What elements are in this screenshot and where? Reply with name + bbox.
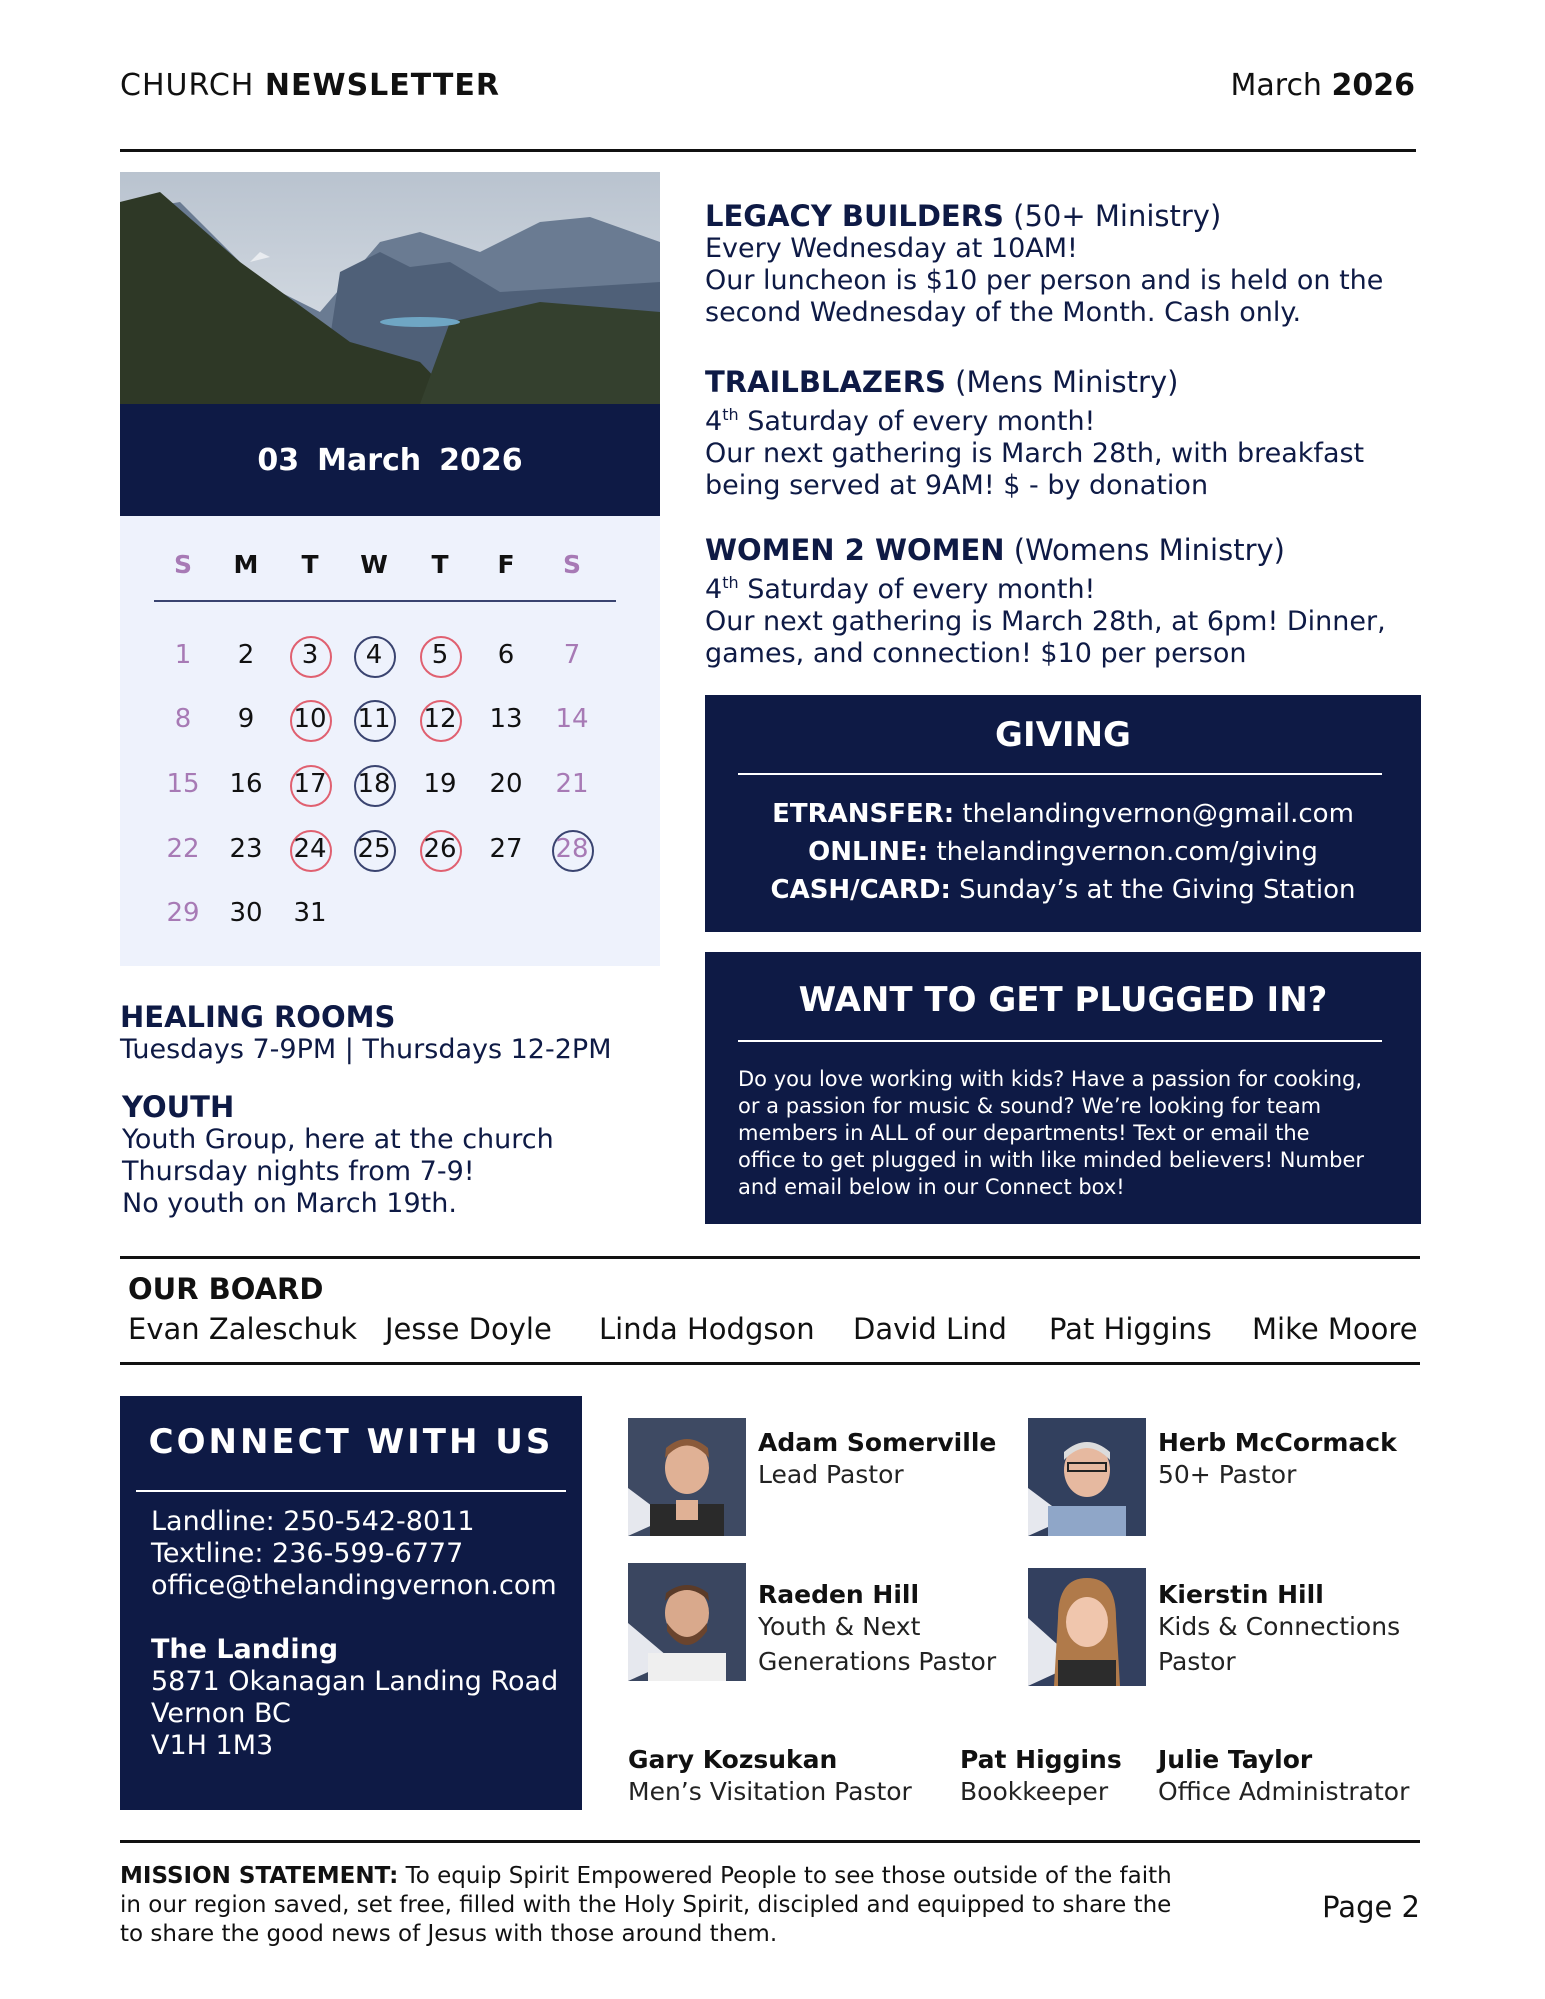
connect-org: The Landing: [151, 1634, 339, 1665]
calendar-weekday: F: [497, 550, 515, 579]
calendar-day: 28: [555, 834, 589, 864]
ministry-line: games, and connection! $10 per person: [705, 638, 1247, 669]
calendar-weekday: M: [233, 550, 259, 579]
ministry-trailblazers: TRAILBLAZERS (Mens Ministry) 4th Saturday of every month! Our next gathering is March 28th, with breakfast being served at 9AM! $ - by donation: [705, 366, 1425, 502]
ministry-line: Our next gathering is March 28th, with breakfast: [705, 438, 1365, 469]
newsletter-date: March 2026: [1230, 68, 1415, 103]
plugged-in-line: Do you love working with kids? Have a passion for cooking,: [738, 1067, 1363, 1091]
giving-cash-card: CASH/CARD: Sunday’s at the Giving Station: [770, 875, 1356, 905]
staff-name: Raeden Hill: [758, 1580, 920, 1609]
staff-card: [1158, 1580, 1400, 1679]
calendar-day: 22: [166, 834, 200, 864]
youth-title: YOUTH: [122, 1090, 235, 1124]
calendar-day: 16: [229, 769, 263, 799]
calendar-weekday: S: [562, 550, 581, 579]
calendar-divider: [154, 600, 616, 602]
plugged-in-line: members in ALL of our departments! Text or email the: [738, 1121, 1310, 1145]
board-member: Evan Zaleschuk: [128, 1312, 357, 1346]
ministry-line: being served at 9AM! $ - by donation: [705, 470, 1209, 501]
staff-role: Office Administrator: [1158, 1777, 1410, 1806]
calendar-day: 15: [166, 769, 200, 799]
healing-rooms-section: [120, 1000, 611, 1066]
ministry-line: Every Wednesday at 10AM!: [705, 233, 1078, 264]
connect-address-line: V1H 1M3: [151, 1730, 274, 1761]
staff-name: Pat Higgins: [960, 1745, 1122, 1774]
ministry-name: WOMEN 2 WOMEN: [705, 533, 1005, 567]
board-member: Mike Moore: [1252, 1312, 1418, 1346]
staff-photo-adam: [628, 1418, 746, 1536]
connect-landline: Landline: 250-542-8011: [151, 1506, 475, 1537]
plugged-in-line: or a passion for music & sound? We’re looking for team: [738, 1094, 1322, 1118]
mission-label: MISSION STATEMENT:: [120, 1863, 399, 1889]
ministry-name: TRAILBLAZERS: [705, 365, 946, 399]
calendar-day: 8: [174, 704, 192, 734]
youth-section: [122, 1090, 554, 1220]
staff-name: Herb McCormack: [1158, 1428, 1397, 1457]
calendar-day: 17: [293, 769, 327, 799]
calendar-day: 29: [166, 898, 200, 928]
staff-photo-kierstin: [1028, 1568, 1146, 1686]
staff-card: [960, 1745, 1122, 1809]
giving-etransfer: ETRANSFER: thelandingvernon@gmail.com: [772, 799, 1354, 829]
ministry-subtitle: (50+ Ministry): [1013, 199, 1222, 233]
ministry-subtitle: (Womens Ministry): [1013, 533, 1285, 567]
mountain-photo: [120, 172, 660, 404]
page-number: Page 2: [1322, 1890, 1420, 1924]
plugged-in-box: [705, 952, 1421, 1224]
calendar-day: 5: [431, 640, 449, 670]
calendar-day: 14: [555, 704, 589, 734]
header-divider: [120, 149, 1416, 152]
calendar-day: 4: [365, 640, 383, 670]
calendar-day: 31: [293, 898, 327, 928]
healing-rooms-title: HEALING ROOMS: [120, 1000, 396, 1034]
staff-role: Lead Pastor: [758, 1460, 904, 1489]
calendar-day: 27: [489, 834, 523, 864]
calendar-day: 18: [357, 769, 391, 799]
calendar-day: 10: [293, 704, 327, 734]
ministry-subtitle: (Mens Ministry): [955, 365, 1179, 399]
staff-role: Kids & Connections: [1158, 1612, 1401, 1641]
staff-card: [758, 1580, 996, 1679]
staff-name: Julie Taylor: [1158, 1745, 1313, 1774]
calendar-weekday: T: [431, 550, 449, 579]
connect-textline: Textline: 236-599-6777: [151, 1538, 464, 1569]
calendar-day: 19: [423, 769, 457, 799]
calendar-day: 13: [489, 704, 523, 734]
staff-name: Adam Somerville: [758, 1428, 997, 1457]
giving-title: GIVING: [995, 715, 1131, 755]
calendar-day: 7: [563, 640, 581, 670]
calendar-day: 12: [423, 704, 457, 734]
connect-address-line: Vernon BC: [151, 1698, 291, 1729]
staff-card: [1158, 1428, 1397, 1492]
mission-divider: [120, 1840, 1420, 1843]
youth-line: Thursday nights from 7-9!: [122, 1156, 475, 1187]
staff-photo-herb: [1028, 1418, 1146, 1536]
staff-name: Gary Kozsukan: [628, 1745, 838, 1774]
board-bottom-divider: [120, 1362, 1420, 1365]
board-member: David Lind: [853, 1312, 1007, 1346]
connect-divider: [136, 1490, 566, 1492]
board-member: Linda Hodgson: [599, 1312, 815, 1346]
connect-box: [120, 1396, 582, 1810]
staff-name: Kierstin Hill: [1158, 1580, 1324, 1609]
plugged-in-title: WANT TO GET PLUGGED IN?: [798, 980, 1328, 1020]
connect-title: CONNECT WITH US: [148, 1422, 554, 1462]
ministry-legacy-builders: [705, 200, 1425, 329]
board-member: Jesse Doyle: [385, 1312, 552, 1346]
calendar-day: 11: [357, 704, 391, 734]
calendar-day: 30: [229, 898, 263, 928]
staff-role: Bookkeeper: [960, 1777, 1109, 1806]
board-member: Pat Higgins: [1049, 1312, 1212, 1346]
staff-photo-raeden: [628, 1563, 746, 1681]
giving-box: [705, 695, 1421, 932]
calendar-day: 21: [555, 769, 589, 799]
ministry-line: second Wednesday of the Month. Cash only.: [705, 297, 1302, 328]
calendar-weekday: S: [173, 550, 192, 579]
calendar-day: 20: [489, 769, 523, 799]
staff-role: 50+ Pastor: [1158, 1460, 1297, 1489]
ministry-line: Our luncheon is $10 per person and is held on the: [705, 265, 1384, 296]
calendar-day: 1: [174, 640, 192, 670]
plugged-in-line: office to get plugged in with like minded believers! Number: [738, 1148, 1365, 1172]
newsletter-title: CHURCH NEWSLETTER: [120, 68, 500, 103]
board-top-divider: [120, 1256, 1420, 1259]
staff-role: Generations Pastor: [758, 1647, 997, 1676]
calendar-day: 24: [293, 834, 327, 864]
ministry-women-2-women: WOMEN 2 WOMEN (Womens Ministry) 4th Saturday of every month! Our next gathering is March 28th, at 6pm! Dinner, games, and connection! $10 per person: [705, 534, 1425, 670]
giving-online: ONLINE: thelandingvernon.com/giving: [808, 837, 1318, 867]
healing-rooms-text: Tuesdays 7-9PM | Thursdays 12-2PM: [120, 1034, 612, 1065]
calendar-weekday: T: [301, 550, 319, 579]
mission-statement: [120, 1862, 1180, 1949]
staff-role: Men’s Visitation Pastor: [628, 1777, 912, 1806]
calendar-day: 3: [301, 640, 319, 670]
plugged-in-divider: [738, 1040, 1382, 1042]
staff-card: [1158, 1745, 1409, 1809]
calendar-day: 2: [237, 640, 255, 670]
calendar-day: 9: [237, 704, 255, 734]
calendar-weekday: W: [360, 550, 388, 579]
ministry-line: Our next gathering is March 28th, at 6pm! Dinner,: [705, 606, 1386, 637]
staff-role: Pastor: [1158, 1647, 1236, 1676]
date-banner: 03 March 2026: [120, 404, 660, 516]
connect-email[interactable]: office@thelandingvernon.com: [151, 1570, 557, 1601]
staff-role: Youth & Next: [758, 1612, 921, 1641]
giving-divider: [738, 773, 1382, 775]
board-title: OUR BOARD: [128, 1272, 324, 1306]
ministry-name: LEGACY BUILDERS: [705, 199, 1004, 233]
calendar-day: 25: [357, 834, 391, 864]
youth-line: Youth Group, here at the church: [122, 1124, 554, 1155]
calendar: [120, 516, 660, 966]
youth-line: No youth on March 19th.: [122, 1188, 457, 1219]
mission-text: To equip Spirit Empowered People to see those outside of the faith in our region saved, set free, filled with the Holy Spirit, discipled and equipped to share the to share the good news of Jesus with those around them.: [120, 1863, 1172, 1947]
connect-address-line: 5871 Okanagan Landing Road: [151, 1666, 559, 1697]
calendar-day: 23: [229, 834, 263, 864]
calendar-day: 6: [497, 640, 515, 670]
staff-card: [758, 1428, 996, 1492]
plugged-in-line: and email below in our Connect box!: [738, 1175, 1125, 1199]
staff-card: [628, 1745, 912, 1809]
calendar-day: 26: [423, 834, 457, 864]
